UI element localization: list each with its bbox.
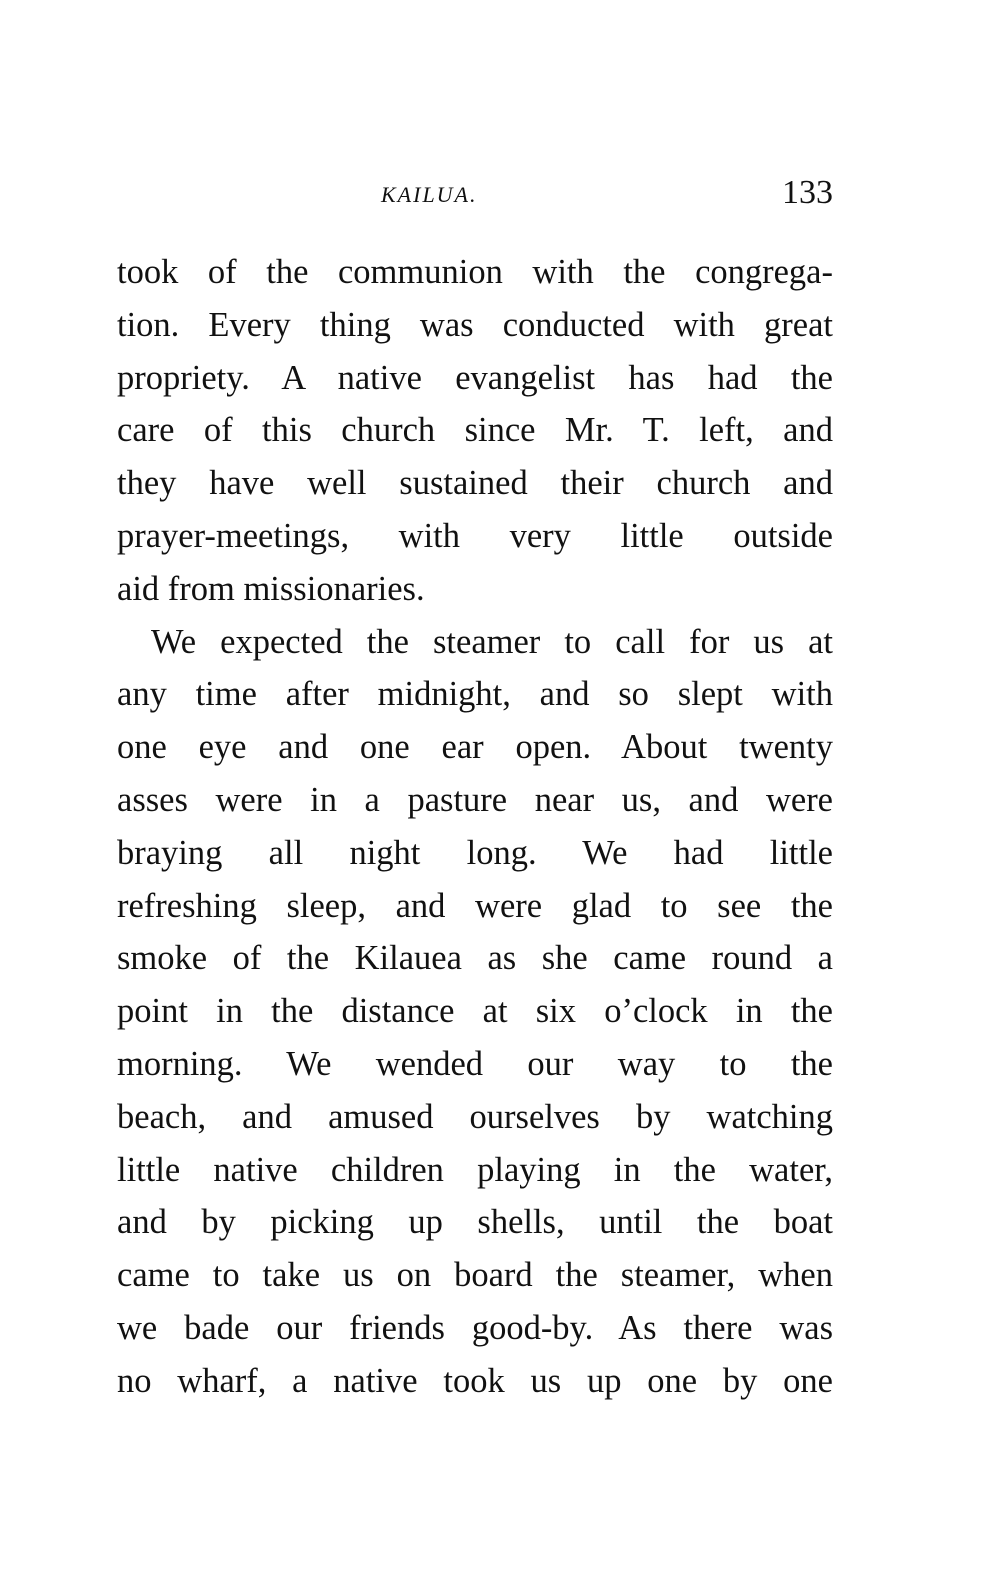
text-line: prayer-meetings, with very little outside bbox=[117, 516, 833, 555]
text-line: they have well sustained their church and bbox=[117, 464, 833, 503]
page-number: 133 bbox=[782, 174, 833, 211]
text-line: we bade our friends good-by. As there was bbox=[117, 1308, 833, 1347]
text-line: point in the distance at six o’clock in the bbox=[117, 992, 833, 1031]
body-text bbox=[117, 246, 833, 1408]
text-line: morning. We wended our way to the bbox=[117, 1044, 833, 1083]
text-line: tion. Every thing was conducted with great bbox=[117, 305, 833, 344]
text-line: aid from missionaries. bbox=[117, 569, 425, 608]
text-line: little native children playing in the water, bbox=[117, 1150, 833, 1189]
text-line: one eye and one ear open. About twenty bbox=[117, 728, 833, 767]
text-line: smoke of the Kilauea as she came round a bbox=[117, 939, 833, 978]
text-line: beach, and amused ourselves by watching bbox=[117, 1097, 833, 1136]
page-header bbox=[117, 174, 833, 218]
text-line: braying all night long. We had little bbox=[117, 833, 833, 872]
running-head: KAILUA. bbox=[381, 182, 478, 207]
text-line: refreshing sleep, and were glad to see the bbox=[117, 886, 833, 925]
text-line: took of the communion with the congrega- bbox=[117, 253, 833, 291]
text-line: any time after midnight, and so slept with bbox=[117, 675, 833, 714]
text-line: We expected the steamer to call for us at bbox=[151, 622, 833, 661]
text-line: came to take us on board the steamer, when bbox=[117, 1256, 833, 1295]
text-line: care of this church since Mr. T. left, and bbox=[117, 411, 833, 450]
text-line: propriety. A native evangelist has had the bbox=[117, 358, 833, 397]
text-line: asses were in a pasture near us, and were bbox=[117, 780, 833, 819]
text-line: no wharf, a native took us up one by one bbox=[117, 1361, 833, 1400]
text-line: and by picking up shells, until the boat bbox=[117, 1203, 833, 1242]
